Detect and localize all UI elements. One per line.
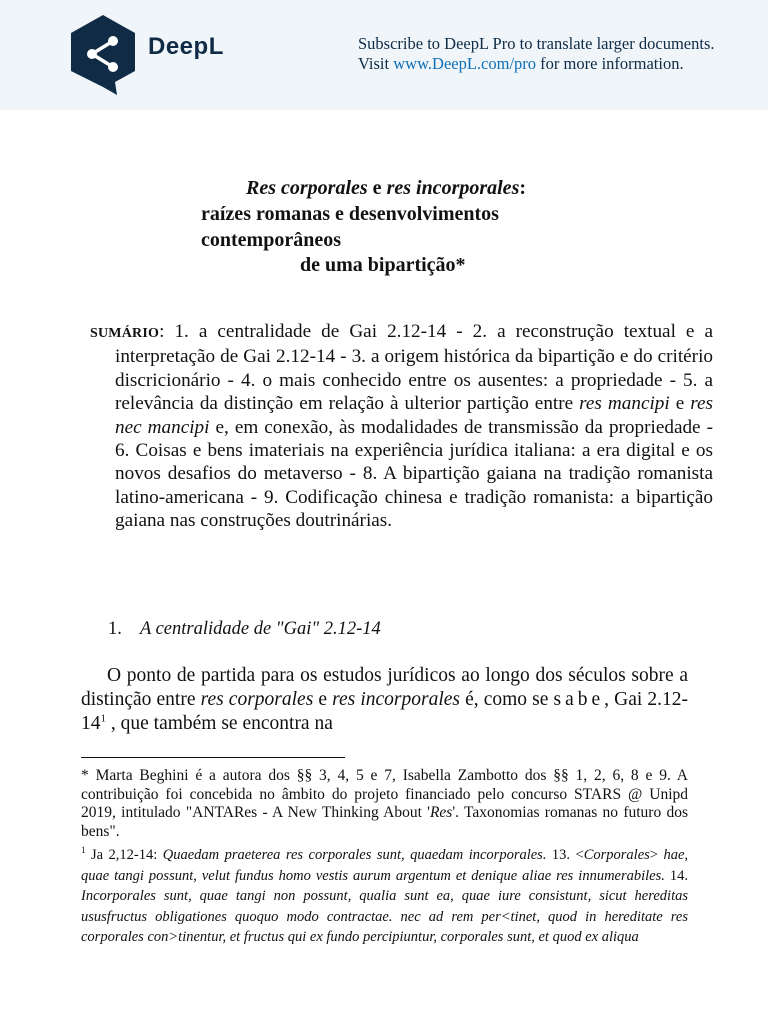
fn1-lead: Ja 2,12-14: (85, 847, 163, 863)
summary-block (90, 320, 713, 533)
fn-star-text: * Marta Beghini é a autora dos §§ 3, 4, 5 e 7, Isabella Zambotto dos §§ 1, 2, 6, 8 e 9. A contribuição foi concebida no âmbito do projeto financiado pelo concurso STARS @ Unipd 2019, intitulado "ANTARes - A New Thinking About ' (81, 767, 688, 821)
fn1-italic-d: Incorporales sunt, quae tangi non possunt, qualia sunt ea, quae iure consistunt, sicut hereditas ususfructus obligationes quoquo modo contractae. nec ad rem per<tinet, quod in hereditate res corporales con>tinentur, et fructus qui ex fundo percipiuntur, corporales sunt, et quod ex aliqua (81, 888, 688, 945)
para-text-b: e (313, 688, 333, 710)
para-text-a: O ponto de partida para os estudos jurídicos ao longo dos séculos sobre a distinção entre (81, 665, 688, 710)
summary-text-b: e (669, 393, 691, 415)
para-spaced-word: sabe (553, 688, 605, 710)
title-line-4: de uma bipartição* (300, 254, 466, 276)
footnote-divider (81, 757, 345, 758)
promo-rest: for more information. (540, 54, 684, 73)
fn1-number: 1 (81, 845, 86, 856)
fn1-plain-b: > (649, 847, 664, 863)
promo-line-1: Subscribe to DeepL Pro to translate larger documents. (358, 34, 715, 53)
body-paragraph (81, 664, 688, 735)
title-italic-b: res incorporales (386, 177, 520, 199)
para-italic-2: res incorporales (332, 688, 461, 710)
para-text-c: é, como se (460, 688, 554, 710)
para-italic-1: res corporales (200, 688, 314, 710)
summary-text-a: : 1. a centralidade de Gai 2.12-14 - 2. a reconstrução textual e a interpretação de Gai 2.12-14 - 3. a origem histórica da bipartição e do critério discricionário - 4. o mais conhecido entre os ausentes: a propriedade - 5. a relevância da distinção em relação à ulterior partição entre (115, 321, 713, 415)
title-line-2: raízes romanas e desenvolvimentos (201, 203, 499, 225)
para-text-d: , Gai 2.12-14 (81, 688, 688, 734)
section-number: 1. (108, 619, 122, 639)
promo-line-2 (358, 54, 715, 74)
section-title-a: A centralidade de " (140, 619, 284, 639)
fn1-plain-c: 14. (664, 867, 688, 884)
deepl-logo-icon (67, 13, 139, 97)
fn1-italic-c: hae, quae tangi possunt, velut fundus homo vestis aurum argentum et denique aliae res innumerabiles. (81, 847, 688, 884)
deepl-pro-link[interactable]: www.DeepL.com/pro (393, 54, 537, 73)
summary-italic-1: res mancipi (579, 393, 670, 415)
title-line-1 (246, 176, 526, 201)
footnote-ref-1[interactable]: 1 (100, 712, 106, 725)
title-line-3: contemporâneos (201, 229, 341, 251)
para-text-e: , que também se encontra na (106, 712, 333, 734)
section-1-heading (108, 619, 381, 640)
fn-star-italic: Res (429, 804, 453, 821)
deepl-banner (0, 0, 768, 110)
title-conj: e (367, 177, 387, 199)
fn-star-end: '. Taxonomias romanas no futuro dos bens". (81, 804, 688, 840)
summary-label: SUMÁRIO (90, 326, 160, 341)
summary-italic-2: res nec mancipi (115, 393, 713, 438)
brand-name: DeepL (148, 33, 224, 60)
promo-visit: Visit (358, 54, 390, 73)
footnote-star (81, 767, 688, 841)
fn1-plain-a: 13. < (546, 847, 584, 863)
section-title-gai: Gai (283, 619, 312, 639)
promo-text (358, 34, 715, 74)
title-colon: : (519, 177, 527, 199)
title-italic-a: Res corporales (246, 177, 368, 199)
footnote-1 (81, 845, 688, 948)
summary-text-c: e, em conexão, às modalidades de transmissão da propriedade - 6. Coisas e bens imateriais na experiência jurídica italiana: a era digital e os novos desafios do metaverso - 8. A bipartição gaiana na tradição romanista latino-americana - 9. Codificação chinesa e tradição romanista: a bipartição gaiana nas construções doutrinárias. (115, 416, 713, 532)
section-title-b: " 2.12-14 (311, 619, 381, 639)
fn1-italic-a: Quaedam praeterea res corporales sunt, quaedam incorporales. (162, 847, 547, 863)
fn1-italic-b: Corporales (583, 847, 650, 863)
